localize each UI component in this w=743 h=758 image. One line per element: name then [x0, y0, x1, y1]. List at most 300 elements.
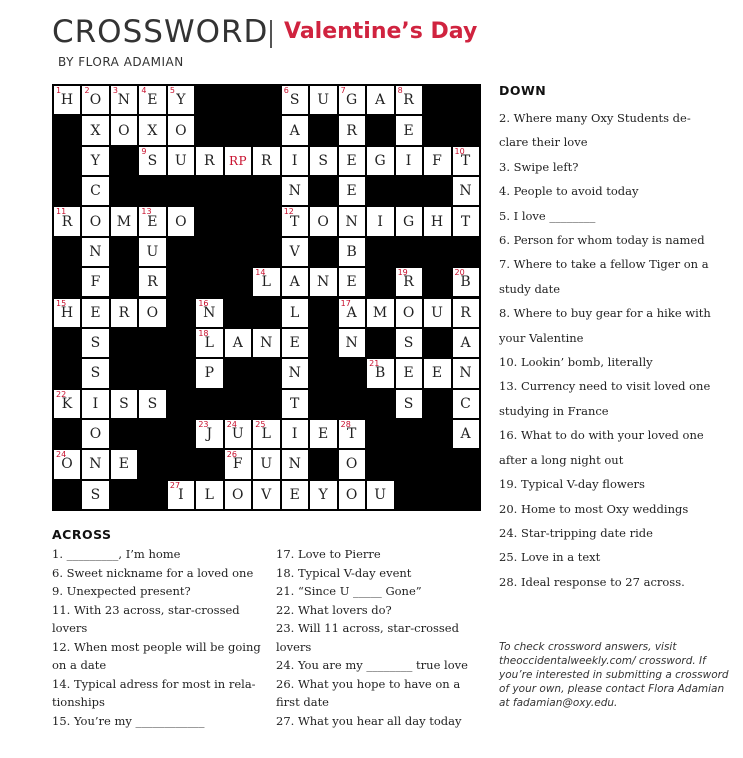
grid-cell [168, 207, 194, 235]
grid-cell [339, 481, 365, 509]
cell-letter: V [261, 486, 272, 503]
cell-letter: A [232, 335, 244, 352]
clue-line: 7. Where to take a fellow Tiger on a [499, 257, 709, 272]
grid-cell [367, 299, 393, 327]
grid-cell [82, 420, 108, 448]
grid-cell [282, 268, 308, 296]
clue-line: 18. Typical V-day event [276, 565, 412, 580]
clue-line: lovers [52, 621, 88, 635]
cell-letter: G [402, 213, 415, 230]
grid-cell [396, 268, 422, 296]
cell-letter: L [290, 304, 300, 321]
grid-cell [82, 86, 108, 114]
grid-cell [282, 299, 308, 327]
cell-letter: N [288, 365, 302, 382]
page-subtitle: Valentine’s Day [284, 19, 478, 44]
clue-line: 16. What to do with your loved one [499, 428, 704, 443]
clue-line: 22. What lovers do? [276, 602, 392, 617]
grid-cell [82, 207, 108, 235]
cell-letter: S [289, 92, 300, 109]
cell-letter: O [89, 213, 102, 230]
cell-letter: Y [318, 486, 329, 503]
cell-letter: S [90, 335, 101, 352]
answers-note: To check crossword answers, visit theoccidentalweekly.com/ crossword. If you’re interested in submitting a crossword of your own, please contact Flora Adamian at fadamian@oxy.edu. [499, 641, 729, 709]
grid-cell [253, 147, 279, 175]
cell-letter: O [317, 213, 330, 230]
clue-line: 24. You are my ________ true love [276, 658, 468, 672]
grid-cell [453, 147, 479, 175]
grid-cell [453, 207, 479, 235]
grid-cell [225, 450, 251, 478]
grid-cell [339, 420, 365, 448]
clue-number: 12 [283, 207, 294, 217]
cell-letter: U [374, 486, 387, 503]
grid-cell [367, 86, 393, 114]
clue-line: 23. Will 11 across, star-crossed [276, 621, 459, 635]
grid-cell [196, 359, 222, 387]
grid-cell [367, 359, 393, 387]
clue-number: 8 [397, 86, 403, 95]
clue-line: your Valentine [499, 330, 584, 345]
cell-letter: T [460, 152, 471, 169]
grid-cell [339, 238, 365, 266]
clue-number: 9 [141, 146, 147, 156]
cell-letter: M [372, 304, 388, 321]
grid-cell [424, 207, 450, 235]
grid-cell [282, 147, 308, 175]
clue-number: 1 [56, 86, 62, 95]
grid-cell [82, 450, 108, 478]
grid-cell [282, 86, 308, 114]
grid-cell [282, 238, 308, 266]
grid-cell [54, 299, 80, 327]
grid-cell [453, 390, 479, 418]
cell-letter: A [289, 274, 301, 291]
cell-letter: E [431, 365, 443, 382]
clue-line: 14. Typical adress for most in rela- [52, 676, 256, 691]
grid-cell [453, 299, 479, 327]
grid-cell [367, 147, 393, 175]
clue-line: first date [276, 695, 329, 709]
cell-letter: R [460, 304, 472, 321]
header [52, 14, 732, 54]
grid-cell [339, 147, 365, 175]
clue-number: 23 [198, 419, 209, 429]
clue-line: 10. Lookin’ bomb, literally [499, 355, 653, 370]
grid-cell [225, 147, 251, 175]
grid-cell [339, 207, 365, 235]
clue-line: 5. I love ________ [499, 208, 596, 223]
cell-letter: C [90, 183, 102, 200]
clue-number: 22 [56, 389, 67, 399]
cell-letter: S [119, 395, 130, 412]
grid-cell [367, 481, 393, 509]
cell-letter: N [260, 335, 273, 352]
cell-letter: O [61, 456, 74, 473]
grid-cell [396, 299, 422, 327]
cell-letter: U [231, 426, 245, 443]
grid-cell [396, 86, 422, 114]
cell-letter: T [290, 213, 300, 230]
cell-letter: R [147, 274, 159, 291]
cell-letter: S [318, 152, 329, 169]
clue-line: 2. Where many Oxy Students de- [499, 111, 691, 125]
cell-letter: K [61, 395, 73, 412]
clue-line: on a date [52, 658, 107, 672]
grid-cell [253, 329, 279, 357]
grid-cell [310, 481, 336, 509]
clue-number: 11 [56, 207, 67, 217]
cell-letter: M [116, 213, 132, 230]
cell-letter: N [89, 456, 103, 473]
clue-number: 20 [454, 268, 465, 278]
cell-letter: T [290, 395, 300, 412]
grid-cell [396, 116, 422, 144]
grid-cell [54, 390, 80, 418]
clue-number: 4 [141, 86, 147, 95]
grid-cell [196, 147, 222, 175]
cell-letter: O [89, 92, 102, 109]
grid-cell [225, 420, 251, 448]
cell-letter: L [261, 426, 272, 443]
cell-letter: E [346, 152, 358, 169]
grid-cell [82, 390, 108, 418]
down-heading: DOWN [499, 83, 547, 98]
clue-line: 6. Person for whom today is named [499, 233, 705, 248]
cell-letter: Y [176, 92, 186, 109]
clue-line: 20. Home to most Oxy weddings [499, 501, 689, 516]
cell-letter: I [291, 426, 298, 443]
grid-cell [396, 329, 422, 357]
grid-cell [282, 177, 308, 205]
grid-cell [196, 481, 222, 509]
cell-letter: E [289, 335, 301, 352]
clue-number: 24 [56, 450, 67, 460]
cell-letter: E [147, 92, 158, 109]
cell-letter: R [403, 274, 415, 291]
grid-cell [282, 359, 308, 387]
down-clues [499, 106, 739, 594]
grid-cell [82, 299, 108, 327]
grid-cell [139, 207, 165, 235]
grid-cell [111, 116, 137, 144]
grid-cell [111, 450, 137, 478]
clue-line: 25. Love in a text [499, 550, 601, 565]
grid-cell [367, 207, 393, 235]
cell-letter: Y [90, 152, 101, 169]
cell-letter: RP [228, 153, 248, 168]
cell-letter: H [60, 92, 74, 109]
crossword-grid [52, 84, 481, 511]
cell-letter: V [289, 243, 301, 260]
grid-cell [453, 177, 479, 205]
grid-cell [111, 390, 137, 418]
clue-line: studying in France [499, 403, 609, 418]
grid-cell [82, 147, 108, 175]
cell-letter: O [89, 426, 102, 443]
grid-cell [82, 177, 108, 205]
cell-letter: E [403, 365, 415, 382]
grid-cell [339, 177, 365, 205]
grid-cell [139, 390, 165, 418]
clue-line: 6. Sweet nickname for a loved one [52, 565, 254, 580]
grid-cell [396, 147, 422, 175]
grid-cell [424, 147, 450, 175]
grid-cell [139, 238, 165, 266]
grid-cell [339, 116, 365, 144]
clue-line: after a long night out [499, 452, 624, 467]
grid-cell [225, 481, 251, 509]
cell-letter: J [206, 426, 213, 443]
cell-letter: E [289, 486, 301, 503]
cell-letter: A [460, 426, 472, 443]
clue-number: 14 [255, 268, 266, 278]
cell-letter: R [346, 122, 358, 139]
cell-letter: U [174, 152, 188, 169]
cell-letter: I [92, 395, 99, 412]
cell-letter: U [431, 304, 444, 321]
clue-line: 13. Currency need to visit loved one [499, 379, 711, 394]
cell-letter: N [345, 213, 359, 230]
clue-number: 10 [454, 146, 465, 156]
grid-cell [396, 359, 422, 387]
grid-cell [253, 450, 279, 478]
cell-letter: R [403, 92, 415, 109]
cell-letter: G [346, 92, 358, 109]
grid-cell [196, 299, 222, 327]
clue-number: 28 [340, 419, 351, 429]
cell-letter: O [402, 304, 415, 321]
cell-letter: R [204, 152, 216, 169]
grid-cell [282, 420, 308, 448]
cell-letter: N [288, 183, 302, 200]
cell-letter: R [260, 152, 273, 169]
title-divider [270, 20, 272, 48]
cell-letter: I [405, 152, 412, 169]
clue-line: 19. Typical V-day flowers [499, 477, 645, 492]
clue-number: 25 [255, 419, 266, 429]
grid-cell [253, 420, 279, 448]
clue-line: study date [499, 281, 561, 296]
grid-cell [82, 329, 108, 357]
grid-cell [282, 329, 308, 357]
clue-line: 8. Where to buy gear for a hike with [499, 306, 711, 321]
cell-letter: E [90, 304, 102, 321]
grid-cell [310, 86, 336, 114]
grid-cell [310, 420, 336, 448]
cell-letter: N [317, 274, 330, 291]
grid-cell [453, 359, 479, 387]
clue-line: 15. You’re my ____________ [52, 713, 205, 728]
grid-cell [396, 207, 422, 235]
cell-letter: N [117, 92, 131, 109]
grid-cell [196, 420, 222, 448]
grid-cell [225, 329, 251, 357]
cell-letter: R [61, 213, 73, 230]
grid-cell [339, 329, 365, 357]
byline: BY FLORA ADAMIAN [58, 55, 184, 69]
across-clues-col2 [276, 545, 486, 730]
cell-letter: X [90, 122, 101, 139]
grid-cell [453, 268, 479, 296]
grid-cell [54, 450, 80, 478]
cell-letter: X [147, 122, 158, 139]
grid-cell [282, 481, 308, 509]
clue-number: 26 [226, 450, 237, 460]
cell-letter: L [204, 486, 215, 503]
grid-cell [168, 147, 194, 175]
cell-letter: I [291, 152, 298, 169]
cell-letter: O [175, 213, 188, 230]
cell-letter: N [203, 304, 216, 321]
page-title: CROSSWORD [52, 14, 269, 50]
cell-letter: A [346, 304, 358, 321]
clue-number: 21 [369, 359, 380, 369]
cell-letter: U [146, 243, 159, 260]
cell-letter: O [146, 304, 159, 321]
clue-number: 5 [169, 86, 175, 95]
grid-cell [168, 481, 194, 509]
cell-letter: F [90, 274, 101, 291]
cell-letter: B [346, 243, 358, 260]
grid-cell [168, 86, 194, 114]
grid-cell [282, 116, 308, 144]
grid-cell [82, 359, 108, 387]
grid-cell [168, 116, 194, 144]
cell-letter: O [232, 486, 245, 503]
grid-cell [339, 86, 365, 114]
cell-letter: O [175, 122, 188, 139]
cell-letter: P [204, 365, 215, 382]
cell-letter: S [147, 395, 158, 412]
grid-cell [139, 116, 165, 144]
grid-cell [424, 299, 450, 327]
clue-line: clare their love [499, 135, 588, 150]
clue-line: 11. With 23 across, star-crossed [52, 602, 240, 617]
cell-letter: N [459, 365, 473, 382]
cell-letter: O [118, 122, 131, 139]
clue-number: 17 [340, 298, 351, 308]
grid-cell [82, 238, 108, 266]
clue-line: 9. Unexpected present? [52, 584, 191, 598]
cell-letter: E [403, 122, 415, 139]
cell-letter: S [403, 395, 414, 412]
grid-cell [282, 450, 308, 478]
cell-letter: I [377, 213, 384, 230]
cell-letter: H [430, 213, 444, 230]
cell-letter: E [318, 426, 329, 443]
clue-number: 24 [226, 419, 237, 429]
cell-letter: N [288, 456, 302, 473]
clue-line: 17. Love to Pierre [276, 547, 381, 561]
clue-line: 21. “Since U _____ Gone” [276, 584, 422, 598]
cell-letter: O [345, 486, 358, 503]
grid-cell [82, 116, 108, 144]
across-clues-col1 [52, 545, 274, 730]
clue-number: 13 [141, 207, 152, 217]
grid-cell [196, 329, 222, 357]
clue-line: 1. _________, I’m home [52, 547, 181, 561]
cell-letter: L [204, 335, 215, 352]
cell-letter: N [345, 335, 359, 352]
clue-number: 15 [56, 298, 67, 308]
cell-letter: E [118, 456, 130, 473]
clue-number: 7 [340, 86, 346, 95]
clue-line: 24. Star-tripping date ride [499, 525, 653, 540]
grid-cell [111, 86, 137, 114]
cell-letter: F [232, 456, 244, 473]
grid-cell [139, 147, 165, 175]
cell-letter: O [345, 456, 358, 473]
grid-cell [282, 390, 308, 418]
grid-cell [339, 299, 365, 327]
grid-cell [310, 147, 336, 175]
clue-number: 2 [84, 86, 90, 95]
cell-letter: G [374, 152, 387, 169]
cell-letter: A [375, 92, 386, 109]
cell-letter: B [460, 274, 472, 291]
clue-line: tionships [52, 695, 105, 709]
clue-number: 3 [112, 86, 119, 95]
cell-letter: T [460, 213, 471, 230]
cell-letter: S [403, 335, 414, 352]
cell-letter: A [289, 122, 301, 139]
cell-letter: S [90, 486, 101, 503]
cell-letter: C [460, 395, 472, 412]
across-heading: ACROSS [52, 527, 112, 542]
grid-cell [139, 299, 165, 327]
cell-letter: N [459, 183, 473, 200]
grid-cell [424, 359, 450, 387]
cell-letter: E [346, 183, 358, 200]
grid-cell [82, 268, 108, 296]
cell-letter: U [260, 456, 273, 473]
grid-cell [82, 481, 108, 509]
grid-cell [282, 207, 308, 235]
cell-letter: A [460, 335, 472, 352]
grid-cell [396, 390, 422, 418]
grid-cell [139, 268, 165, 296]
grid-cell [453, 329, 479, 357]
clue-line: 3. Swipe left? [499, 159, 579, 174]
grid-cell [253, 481, 279, 509]
grid-cell [111, 207, 137, 235]
cell-letter: H [60, 304, 74, 321]
grid-cell [453, 420, 479, 448]
cell-letter: S [90, 365, 101, 382]
cell-letter: N [89, 243, 103, 260]
clue-number: 6 [283, 86, 289, 95]
clue-line: lovers [276, 639, 312, 654]
cell-letter: F [432, 152, 443, 169]
clue-line: 4. People to avoid today [499, 184, 639, 199]
grid-cell [253, 268, 279, 296]
clue-line: 26. What you hope to have on a [276, 676, 461, 691]
cell-letter: B [374, 365, 386, 382]
grid-cell [310, 207, 336, 235]
clue-number: 18 [198, 328, 209, 338]
clue-line: 12. When most people will be going [52, 639, 261, 654]
grid-cell [339, 450, 365, 478]
cell-letter: R [118, 304, 130, 321]
grid-cell [54, 86, 80, 114]
grid-cell [54, 207, 80, 235]
grid-cell [310, 268, 336, 296]
cell-letter: E [346, 274, 358, 291]
grid-cell [111, 299, 137, 327]
cell-letter: T [346, 426, 357, 443]
grid-cell [139, 86, 165, 114]
